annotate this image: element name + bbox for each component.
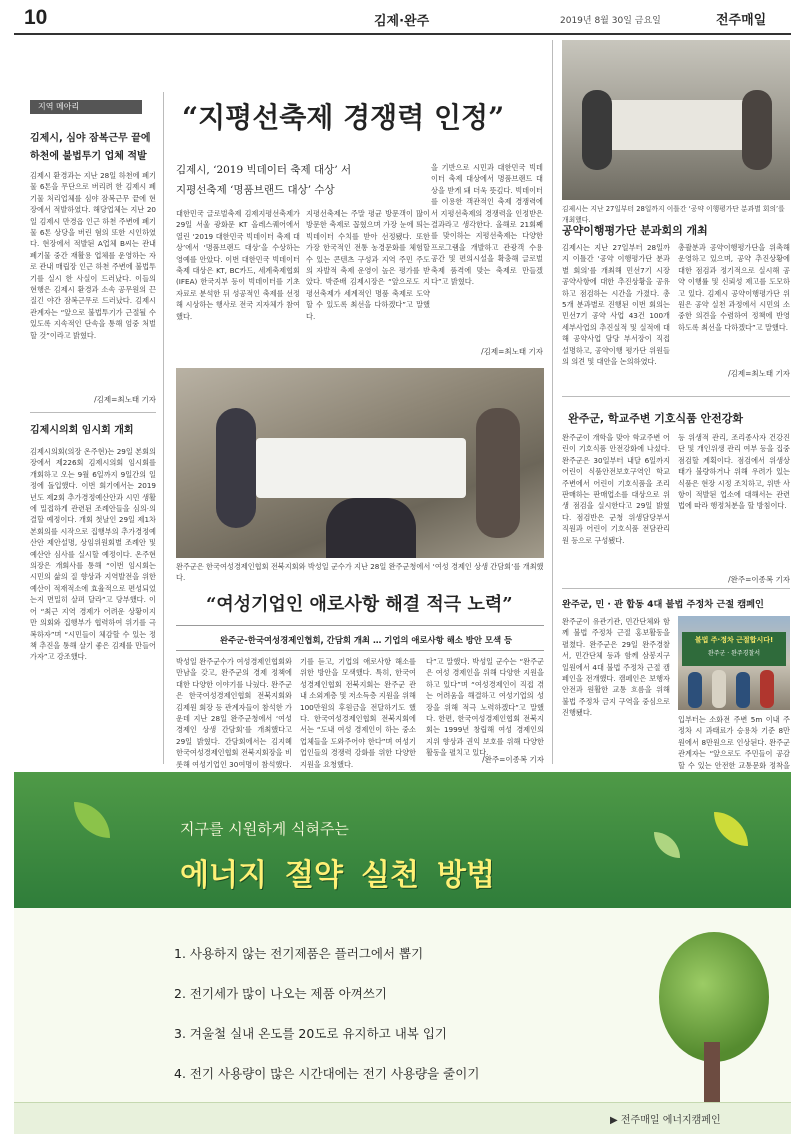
sidebar-divider	[30, 412, 156, 413]
sidebar-a1-headline: 김제시, 심야 잠복근무 끝에 하천에 불법투기 업체 적발	[30, 133, 151, 162]
right-a1-headline: 공약이행평가단 분과회의 개최	[562, 224, 708, 237]
ad-item-3: 3. 겨울철 실내 온도를 20도로 유지하고 내복 입기	[174, 1026, 447, 1041]
article2-col-2: 기를 듣고, 기업의 애로사항 해소를 위한 방안을 모색했다. 특히, 한국여성경제인협회 전북지회는 완주군 관내 소외계층 및 저소득층 지원을 위해 100만원의 후원금을 전달하기도 했다. 한국여성경제인협회 전북지회에서는 “도내 여성 경제인이 하는 중소 업체들을 도와주어야 한다”며 여성기업인들의 경쟁력 강화를 위한 다양한 지원을 요청했다.	[300, 657, 416, 769]
campaign-banner-text: 불법 주·정차 근절합시다!	[694, 636, 774, 644]
main-headline: “지평선축제 경쟁력 인정”	[182, 101, 505, 134]
campaign-banner	[682, 632, 786, 666]
campaign-photo	[678, 616, 790, 710]
ad-list	[174, 944, 634, 1104]
right-a1-col-1: 김제시는 지난 27일부터 28일까지 이틀간 ‘공약 이행평가단 분과별 회의’를 개최해 민선7기 시장 공약사항에 대한 추진상황을 공유하고 점검하는 시간을 가졌다. 총 5개 분과별로 진행된 이번 회의는 민선7기 공약 사업 43건 100개 세부사업의 추진실적 및 실적에 대해 공약사업 담당 부서장이 직접 설명하고, 공약이행 평가단 위원들의 의견 및 대안을 논의하였다.	[562, 243, 670, 367]
issue-date: 2019년 8월 30일 금요일	[560, 16, 661, 26]
right-a3-col-1: 완주군이 유관기관, 민간단체와 함께 불법 주정차 근절 홍보활동을 펼쳤다. 완주군은 29일 완주경찰서, 민간단체 등과 함께 삼봉지구 일원에서 4대 불법 주정차 근절 캠페인을 전개했다. 캠페인은 보행자 안전과 원활한 교통 흐름을 위해 불법 주정차 금지 구역을 중심으로 진행됐다.	[562, 617, 670, 718]
right-a3-headline: 완주군, 민 · 관 합동 4대 불법 주정차 근절 캠페인	[562, 599, 764, 610]
sidebar-a1-body: 김제시 환경과는 지난 28일 하천에 폐기물 6톤을 무단으로 버리려 한 김제시 폐기물 처리업체를 심야 잠복근무 끝에 현장에서 적발하였다. 해당업체는 지난 20일 김제시 만경읍 인근 하천 주변에 폐기물 6톤 상당을 버린 혐의 또한 시인하였다. 현장에서 적발된 A업체 B씨는 관내 폐기물 중간 재활용 업체를 운영하는 자로 관내 매립장 인근 하천 주변에 불법투기를 실시 한 사실이 드러났다. 이들의 현행은 김제시 환경과 소속 공무원의 끈질긴 야간 잠복근무로 드러났다. 김제시 관계자는 “앞으로 불법투기가 근절될 수 있도록 지속적인 단속을 통해 엄중 처벌할 것”이라고 밝혔다.	[30, 171, 156, 340]
meeting-photo	[176, 368, 544, 558]
newspaper-name: 전주매일	[716, 13, 767, 28]
tree-illustration	[634, 922, 784, 1102]
article2-col-1: 박성일 완주군수가 여성경제인협회와 만남을 갖고, 완주군의 경제 정책에 대한 다양한 이야기를 나눴다. 완주군은 한국여성경제인협회 전북지회와 김제원 회장 등 관계자들이 참석한 가운데 지난 28일 완주군청에서 ‘여성 경제인 상생 간담회’를 개최했다고 29일 밝혔다. 간담회에서는 김지혜 한국여성경제인협회 전북지회장을 비롯해 여성기업인 30여명이 참석했다.	[176, 657, 292, 769]
right-a2-headline: 완주군, 학교주변 기호식품 안전강화	[568, 412, 744, 425]
header-rule	[14, 33, 791, 35]
ad-item-1: 1. 사용하지 않는 전기제품은 플러그에서 뽑기	[174, 946, 424, 961]
energy-saving-ad	[14, 772, 791, 1134]
right-a2-byline: /완주=이종복 기자	[728, 575, 790, 584]
sidebar-a1-byline: /김제=최노태 기자	[94, 395, 156, 404]
sidebar-a2-body: 김제시의회(의장 온주현)는 29일 본회의장에서 제226회 김제시의회 임시회를 개회하고 오는 9월 6일까지 9일간의 일정에 돌입했다. 이번 회기에서는 2019년도 제2회 추가경정예산안과 시민 생활에 밀접하게 관련된 조례안들을 심의·의결할 예정이다. 개회 첫날인 29일 제1차 본회의를 시작으로 집행부의 추가경정예산안 제안설명, 상임위원회별 조례안 및 예산안 심사를 실시할 예정이다. 온주현 의장은 개회사를 통해 “이번 임시회는 시민의 삶의 질 향상과 지역발전을 위한 예산이 적재적소에 효율적으로 편성되었는지 면밀히 살펴 달라”고 당부했다. 이어 “최근 지역 경제가 어려운 상황이지만 의회와 집행부가 협력하여 위기를 극복하자”며 “시민들이 체감할 수 있는 정책 추진을 통해 살기 좋은 김제를 만들어 가자”고 강조했다.	[30, 447, 156, 662]
ad-item-4: 4. 전기 사용량이 많은 시간대에는 전기 사용량을 줄이기	[174, 1066, 480, 1081]
right-column-divider	[552, 40, 553, 764]
column-divider	[163, 92, 164, 764]
right-a1-byline: /김제=최노태 기자	[728, 369, 790, 378]
article2-sub-rule-top	[176, 625, 544, 626]
ad-footer: ▶ 전주매일 에너지캠페인	[610, 1115, 721, 1126]
campaign-banner-sub: 완주군 · 완주경찰서	[707, 650, 761, 657]
main-col-3: 을 기반으로 시민과 대한민국 빅데이터 축제 대상에서 명품브랜드 대상을 받게 돼 더욱 뜻깊다. 빅데이터를 이용한 객관적인 축제 경쟁력에서 지평선축제의 경쟁력을 인정받은 결과라고 생각한다. 올해로 21회째를 맞이하는 지평선축제는 다양한 프로그램을 개발하고 관광객 수용 공간 및 편의시설을 확충해 글로벌축제 품격에 맞는 축제로 만들겠다”고 밝혔다.	[431, 163, 543, 287]
region-tag-label: 지역 메아리	[38, 102, 80, 111]
article2-byline: /완주=이종복 기자	[482, 755, 544, 764]
article2-headline: “여성기업인 애로사항 해결 적극 노력”	[206, 594, 513, 615]
right-a2-col-1: 완주군이 개학을 맞아 학교주변 어린이 기호식품 안전강화에 나섰다. 완주군은 30일부터 내달 6일까지 어린이 식품안전보호구역인 학교주변에서 어린이 기호식품을 조리판매하는 판매업소를 대상으로 위생 점검을 실시한다고 29일 밝혔다. 점검반은 군청 위생담당부서 직원과 어린이 기호식품 전담관리원 등으로 구성됐다.	[562, 433, 670, 545]
main-col-1: 대한민국 글로벌축제 김제지평선축제가 29일 서울 광화문 KT 올레스퀘어에서 열린 ‘2019 대한민국 빅데이터 축제 대상’에서 ‘명품브랜드 대상’을 수상하는 영예를 안았다. 이번 대한민국 빅데이터 축제 대상은 KT, BC카드, 세계축제협회(IFEA) 한국지부 등이 빅데이터를 기초자료로 분석한 뒤 성공적인 축제를 선정해 시상하는 행사로 전국 지자체가 참여했다.	[176, 209, 300, 321]
council-meeting-photo	[562, 40, 790, 200]
right-divider-1	[562, 396, 790, 397]
ad-title: 에너지 절약 실천 방법	[180, 858, 496, 893]
right-a3-col-2: 입부터는 소화전 주변 5m 이내 주정차 시 과태료가 승용차 기준 8만원에서 8만원으로 인상된다. 완주군 관계자는 “앞으로도 주민들이 공감할 수 있는 안전한 교통문화 정착을	[678, 715, 790, 770]
article2-subhead: 완주군-한국여성경제인협회, 간담회 개최 … 기업의 애로사항 해소 방안 모색 등	[220, 635, 513, 645]
section-title: 김제·완주	[374, 14, 430, 29]
ad-item-2: 2. 전기세가 많이 나오는 제품 아껴쓰기	[174, 986, 387, 1001]
sidebar-a2-headline: 김제시의회 임시회 개회	[30, 425, 134, 436]
right-divider-2	[562, 588, 790, 589]
main-subhead-2: 지평선축제 ‘명품브랜드 대상’ 수상	[176, 184, 335, 196]
article2-sub-rule-bottom	[176, 650, 544, 651]
main-col-2: 지평선축제는 주말 평균 방문객이 많이 방문한 축제로 꼽혔으며 가장 눈에 띄는 빅데이터 수치를 받아 선정됐다. 또한 가장 한국적인 전통 농경문화를 체험할 수 있는 콘텐츠 구성과 지역 주민 주도의 자발적 축제 운영이 높은 평가를 받았다. 박준배 김제시장은 “앞으로도 지평선축제가 세계적인 명품 축제로 도약할 수 있도록 최선을 다하겠다”고 말했다.	[306, 209, 430, 321]
region-tag	[30, 100, 142, 114]
page-number: 10	[24, 6, 48, 29]
right-a1-col-2: 총괄분과 공약이행평가단을 위촉해 운영하고 있으며, 공약 추진상황에 대한 점검과 정기적으로 실시해 공약 이행률 및 신뢰성 제고를 도모하고 있다. 김제시 공약이행평가단 위원은 공약 실천 과정에서 시민의 소중한 의견을 수렴하여 정책에 반영하도록 최선을 다하겠다”고 말했다.	[678, 243, 790, 332]
right-a2-col-2: 등 위생적 관리, 조리종사자 건강진단 및 개인위생 관리 여부 등을 집중 점검할 계획이다. 점검에서 위생상태가 불량하거나 위해 우려가 있는 식품은 현장 시정 조치하고, 위반 사항이 적발된 업소에 대해서는 관련 법에 따라 행정처분을 할 방침이다.	[678, 433, 790, 511]
main-byline: /김제=최노태 기자	[481, 347, 543, 356]
article2-caption: 완주군은 한국여성경제인협회 전북지회와 박성일 군수가 지난 28일 완주군청에서 ‘여성 경제인 상생 간담회’를 개최했다.	[176, 562, 544, 582]
council-photo-caption: 김제시는 지난 27일부터 28일까지 이틀간 ‘공약 이행평가단 분과별 회의’를 개최했다.	[562, 205, 785, 224]
main-subhead-1: 김제시, ‘2019 빅데이터 축제 대상’ 서	[176, 164, 352, 176]
ad-slogan: 지구를 시원하게 식혀주는	[180, 820, 349, 838]
article2-col-3: 다”고 말했다. 박성일 군수는 “완주군은 여성 경제인을 위해 다양한 지원을 하고 있다”며 “여성경제인이 직접 겪는 어려움을 해결하고 여성기업의 성장을 위해 적극 노력하겠다”고 말했다. 한편, 한국여성경제인협회 전북지회는 1999년 창립해 여성 경제인의 지위 향상과 권익 보호를 위해 다양한 활동을 펼치고 있다.	[426, 657, 544, 758]
